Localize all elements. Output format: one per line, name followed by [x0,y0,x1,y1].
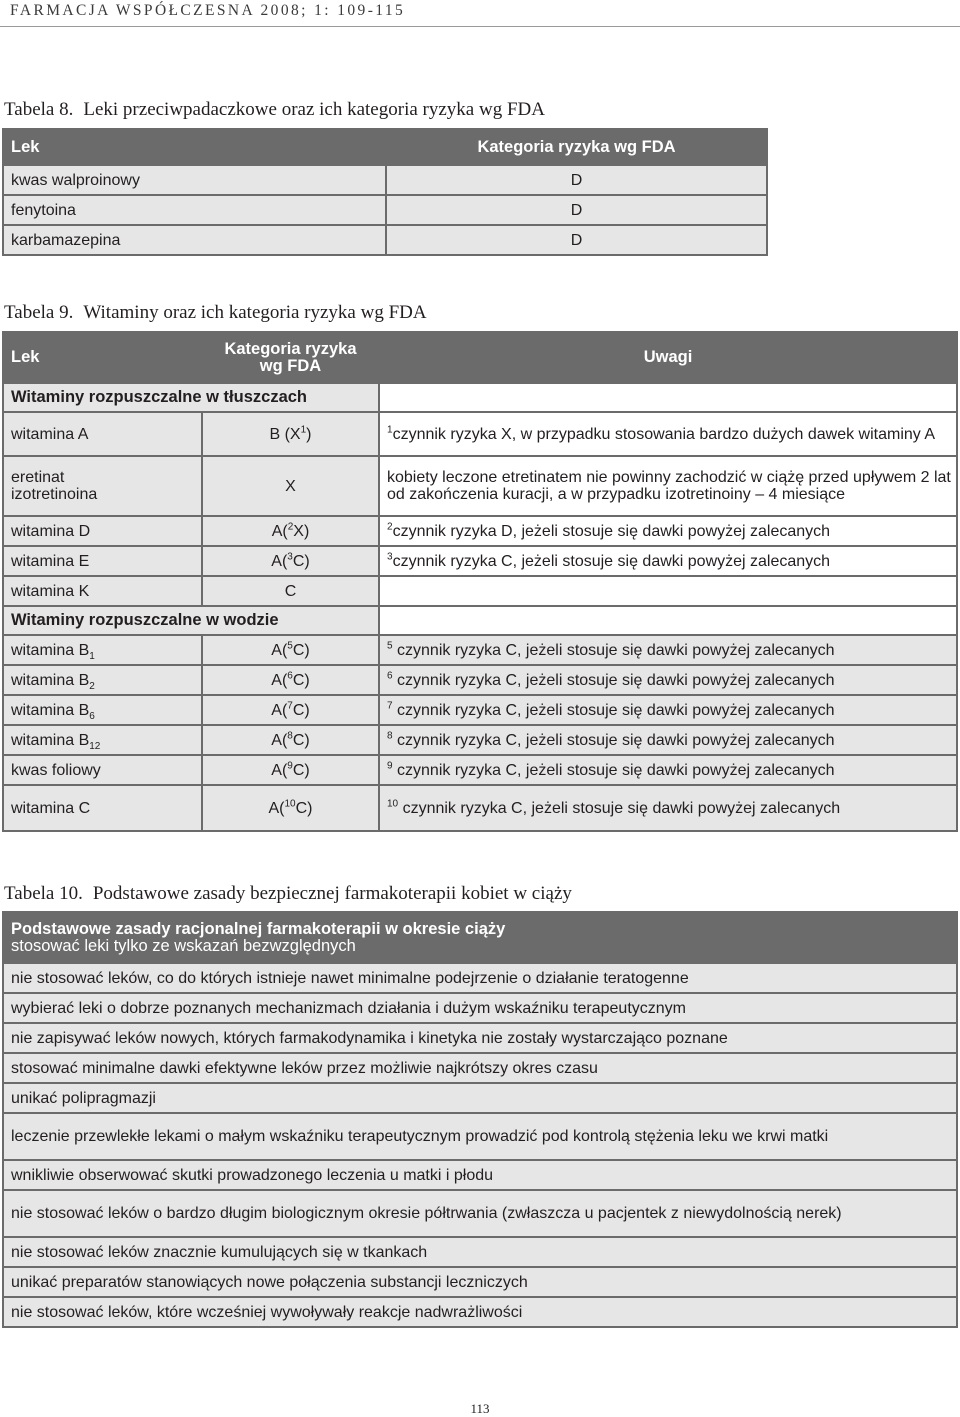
category-cell: A($^9$C) [202,755,379,785]
table-row [3,755,957,785]
note-cell: $^9$ czynnik ryzyka C, jeżeli stosuje się dawki powyżej zalecanych [379,755,957,785]
table-row [3,695,957,725]
category-cell: A($^8$C) [202,725,379,755]
note-cell: $^8$ czynnik ryzyka C, jeżeli stosuje się dawki powyżej zalecanych [379,725,957,755]
table-row [3,665,957,695]
drug-cell: karbamazepina [3,225,386,255]
drug-cell: witamina K [3,576,202,606]
header-rule [0,26,960,27]
drug-cell: witamina $B_1$ [3,635,202,665]
table8-header-row [3,129,767,165]
section-title: Witaminy rozpuszczalne w wodzie [3,606,379,635]
table-row [3,725,957,755]
drug-cell: kwas walproinowy [3,165,386,195]
note-cell: $^5$ czynnik ryzyka C, jeżeli stosuje się dawki powyżej zalecanych [379,635,957,665]
category-cell: X [202,456,379,516]
table-row [3,635,957,665]
drug-cell: witamina C [3,785,202,831]
table8 [2,128,768,256]
table-row [3,785,957,831]
section-title: Witaminy rozpuszczalne w tłuszczach [3,383,379,412]
category-cell: A($^2$X) [202,516,379,546]
note-cell: $^7$ czynnik ryzyka C, jeżeli stosuje się dawki powyżej zalecanych [379,695,957,725]
category-cell: D [386,165,767,195]
table-row: nie zapisywać leków nowych, których farmakodynamika i kinetyka nie zostały wystarczająco poznane [3,1023,957,1053]
table8-header-drug: Lek [3,129,386,165]
table-row [3,576,957,606]
table-row: leczenie przewlekłe lekami o małym wskaźniku terapeutycznym prowadzić pod kontrolą stężenia leku we krwi matki [3,1113,957,1160]
category-cell: A($^7$C) [202,695,379,725]
category-cell: A($^6$C) [202,665,379,695]
table-row: nie stosować leków o bardzo długim biologicznym okresie półtrwania (zwłaszcza u pacjentek z niewydolnością nerek) [3,1190,957,1237]
table-row: nie stosować leków znacznie kumulujących się w tkankach [3,1237,957,1267]
table-row: unikać polipragmazji [3,1083,957,1113]
category-cell: D [386,195,767,225]
table9-header-row [3,332,957,383]
drug-cell: kwas foliowy [3,755,202,785]
category-cell: A($^5$C) [202,635,379,665]
table9-caption: Tabela 9. Witaminy oraz ich kategoria ryzyka wg FDA [4,302,427,323]
note-cell: kobiety leczone etretinatem nie powinny zachodzić w ciążę przed upływem 2 lat od zakończenia kuracji, a w przypadku izotretinoiny – 4 miesiące [379,456,957,516]
drug-cell: witamina E [3,546,202,576]
table9-header-notes: Uwagi [379,332,957,383]
table10 [2,911,958,1328]
category-cell: A($^3$C) [202,546,379,576]
category-cell: D [386,225,767,255]
table-row: nie stosować leków, które wcześniej wywoływały reakcje nadwrażliwości [3,1297,957,1327]
table-row [3,195,767,225]
table-row: wybierać leki o dobrze poznanych mechanizmach działania i dużym wskaźniku terapeutycznym [3,993,957,1023]
table10-header: Podstawowe zasady racjonalnej farmakoterapii w okresie ciąży stosować leki tylko ze wskazań bezwzględnych [3,912,957,963]
table-row [3,516,957,546]
table8-caption: Tabela 8. Leki przeciwpadaczkowe oraz ich kategoria ryzyka wg FDA [4,99,545,120]
section-row-fat [3,383,957,412]
section-row-water [3,606,957,635]
table-row: stosować minimalne dawki efektywne leków przez możliwie najkrótszy okres czasu [3,1053,957,1083]
category-cell: C [202,576,379,606]
table-row [3,456,957,516]
running-header [10,2,405,20]
note-cell: $^2$czynnik ryzyka D, jeżeli stosuje się dawki powyżej zalecanych [379,516,957,546]
note-cell: $^1$czynnik ryzyka X, w przypadku stosowania bardzo dużych dawek witaminy A [379,412,957,456]
table-row: unikać preparatów stanowiących nowe połączenia substancji leczniczych [3,1267,957,1297]
page-number: 113 [470,1401,490,1416]
table9 [2,331,958,832]
note-cell: $^{10}$ czynnik ryzyka C, jeżeli stosuje się dawki powyżej zalecanych [379,785,957,831]
table-row [3,225,767,255]
drug-cell: witamina D [3,516,202,546]
table-row [3,165,767,195]
drug-cell: witamina A [3,412,202,456]
table8-header-category: Kategoria ryzyka wg FDA [386,129,767,165]
note-cell: $^6$ czynnik ryzyka C, jeżeli stosuje się dawki powyżej zalecanych [379,665,957,695]
table-row: nie stosować leków, co do których istnieje nawet minimalne podejrzenie o działanie teratogenne [3,963,957,993]
table9-header-category: Kategoria ryzyka wg FDA [202,332,379,383]
table10-header-row [3,912,957,963]
drug-cell: fenytoina [3,195,386,225]
table9-header-drug: Lek [3,332,202,383]
drug-cell: eretinat izotretinoina [3,456,202,516]
drug-cell: witamina $B_{12}$ [3,725,202,755]
table-row [3,412,957,456]
table10-caption: Tabela 10. Podstawowe zasady bezpiecznej farmakoterapii kobiet w ciąży [4,883,572,904]
journal-name: FARMACJA WSPÓŁCZESNA [10,2,255,19]
table-row: wnikliwie obserwować skutki prowadzonego leczenia u matki i płodu [3,1160,957,1190]
drug-cell: witamina $B_2$ [3,665,202,695]
note-cell [379,576,957,606]
drug-cell: witamina $B_6$ [3,695,202,725]
category-cell: B $(X^1)$ [202,412,379,456]
journal-citation: 2008; 1: 109-115 [260,2,406,19]
note-cell: $^3$czynnik ryzyka C, jeżeli stosuje się dawki powyżej zalecanych [379,546,957,576]
category-cell: A($^{10}$C) [202,785,379,831]
table-row [3,546,957,576]
